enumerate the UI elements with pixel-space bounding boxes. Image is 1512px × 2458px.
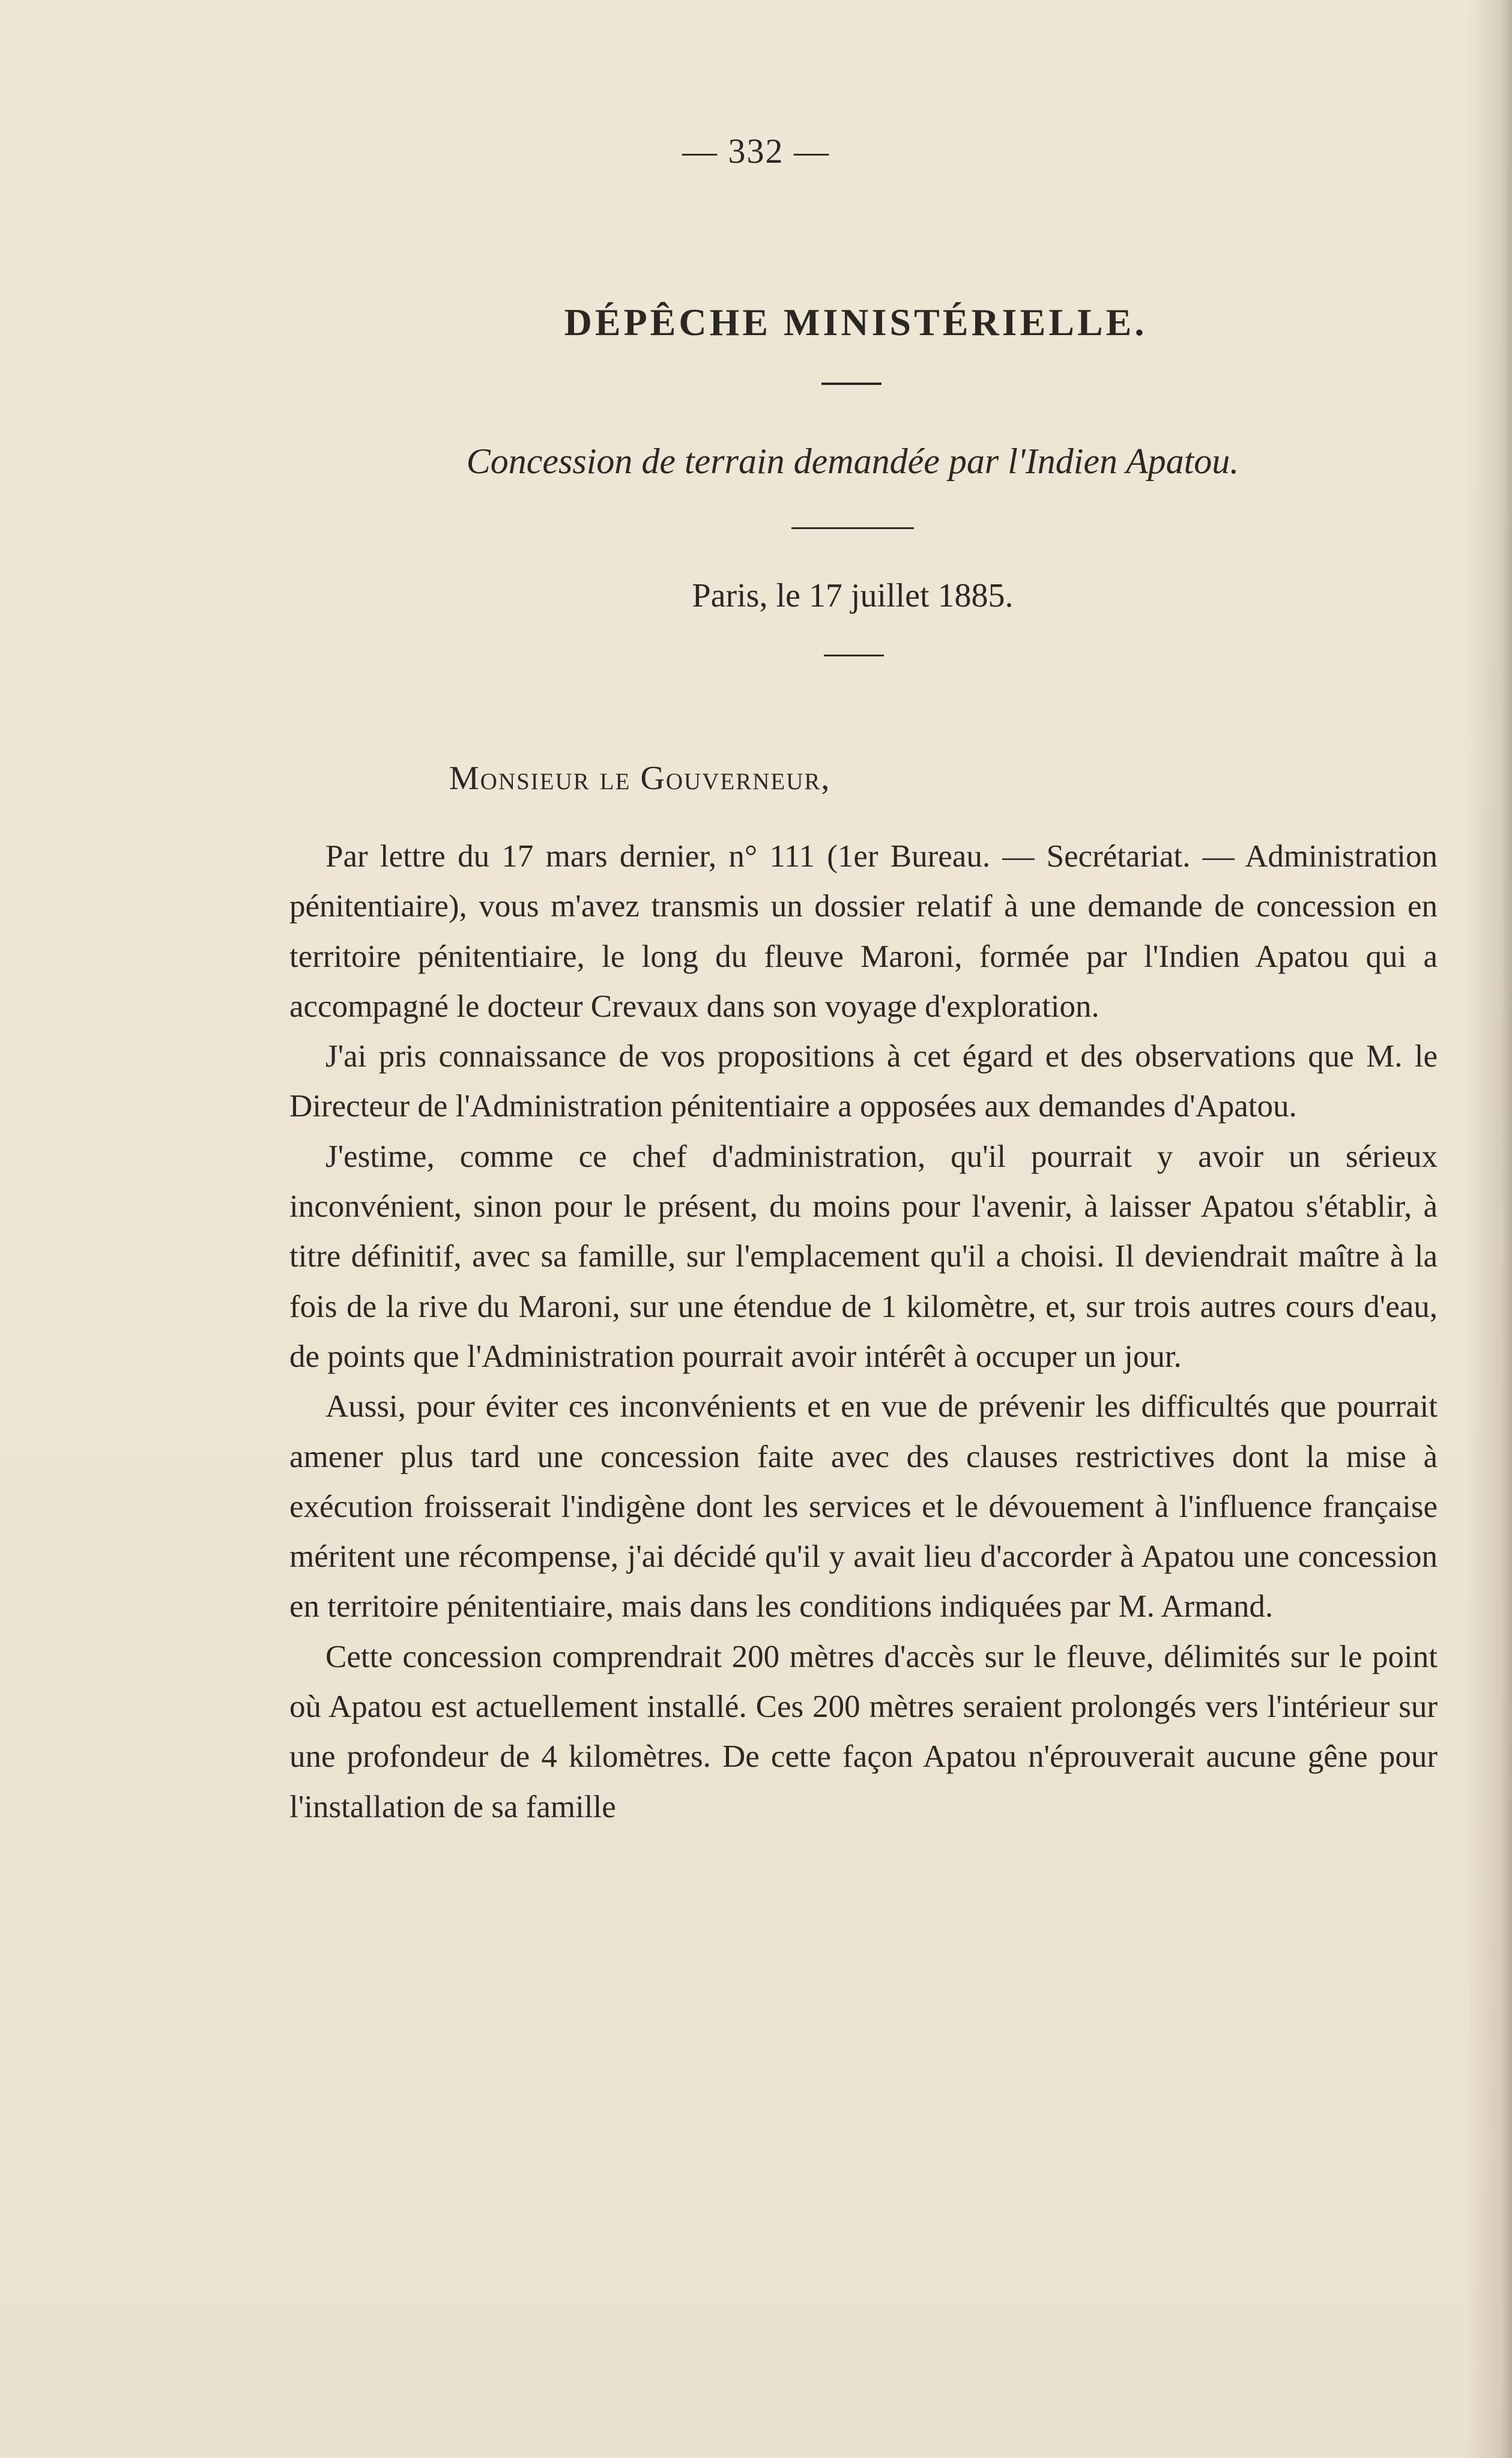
salutation: Monsieur le Gouverneur, — [449, 760, 831, 797]
paragraph: Par lettre du 17 mars dernier, n° 111 (1er Bureau. — Secrétariat. — Administration pénitentiaire), vous m'avez transmis un dossier relatif à une demande de concession en territoire pénitentiaire, le long du fleuve Maroni, formée par l'Indien Apatou qui a accompagné le docteur Crevaux dans son voyage d'exploration. — [289, 839, 1438, 1024]
paragraph: Aussi, pour éviter ces inconvénients et en vue de prévenir les difficultés que pourrait amener plus tard une concession faite avec des clauses restrictives dont la mise à exécution froisserait l'indigène dont les services et le dévouement à l'influence française méritent une récompense, j'ai décidé qu'il y avait lieu d'accorder à Apatou une concession en territoire pénitentiaire, mais dans les conditions indiquées par M. Armand. — [289, 1389, 1438, 1624]
paragraph: J'ai pris connaissance de vos propositions à cet égard et des observations que M. le Directeur de l'Administration pénitentiaire a opposées aux demandes d'Apatou. — [289, 1039, 1438, 1124]
paragraph: Cette concession comprendrait 200 mètres d'accès sur le fleuve, délimités sur le point où Apatou est actuellement installé. Ces 200 mètres seraient prolongés vers l'intérieur sur une profondeur de 4 kilomètres. De cette façon Apatou n'éprouverait aucune gêne pour l'installation de sa famille — [289, 1639, 1438, 1824]
page-number: — 332 — — [682, 132, 830, 171]
dateline: Paris, le 17 juillet 1885. — [692, 577, 1014, 614]
letter-body — [289, 832, 1438, 1832]
document-heading: DÉPÊCHE MINISTÉRIELLE. — [564, 301, 1148, 344]
heading-rule — [821, 383, 881, 385]
paragraph: J'estime, comme ce chef d'administration, qu'il pourrait y avoir un sérieux inconvénient, sinon pour le présent, du moins pour l'avenir, à laisser Apatou s'établir, à titre définitif, avec sa famille, sur l'emplacement qu'il a choisi. Il deviendrait maître à la fois de la rive du Maroni, sur une étendue de 1 kilomètre, et, sur trois autres cours d'eau, de points que l'Administration pourrait avoir intérêt à occuper un jour. — [289, 1139, 1438, 1374]
document-subtitle: Concession de terrain demandée par l'Indien Apatou. — [466, 441, 1239, 481]
dateline-rule — [824, 655, 884, 656]
subtitle-rule — [791, 527, 914, 529]
